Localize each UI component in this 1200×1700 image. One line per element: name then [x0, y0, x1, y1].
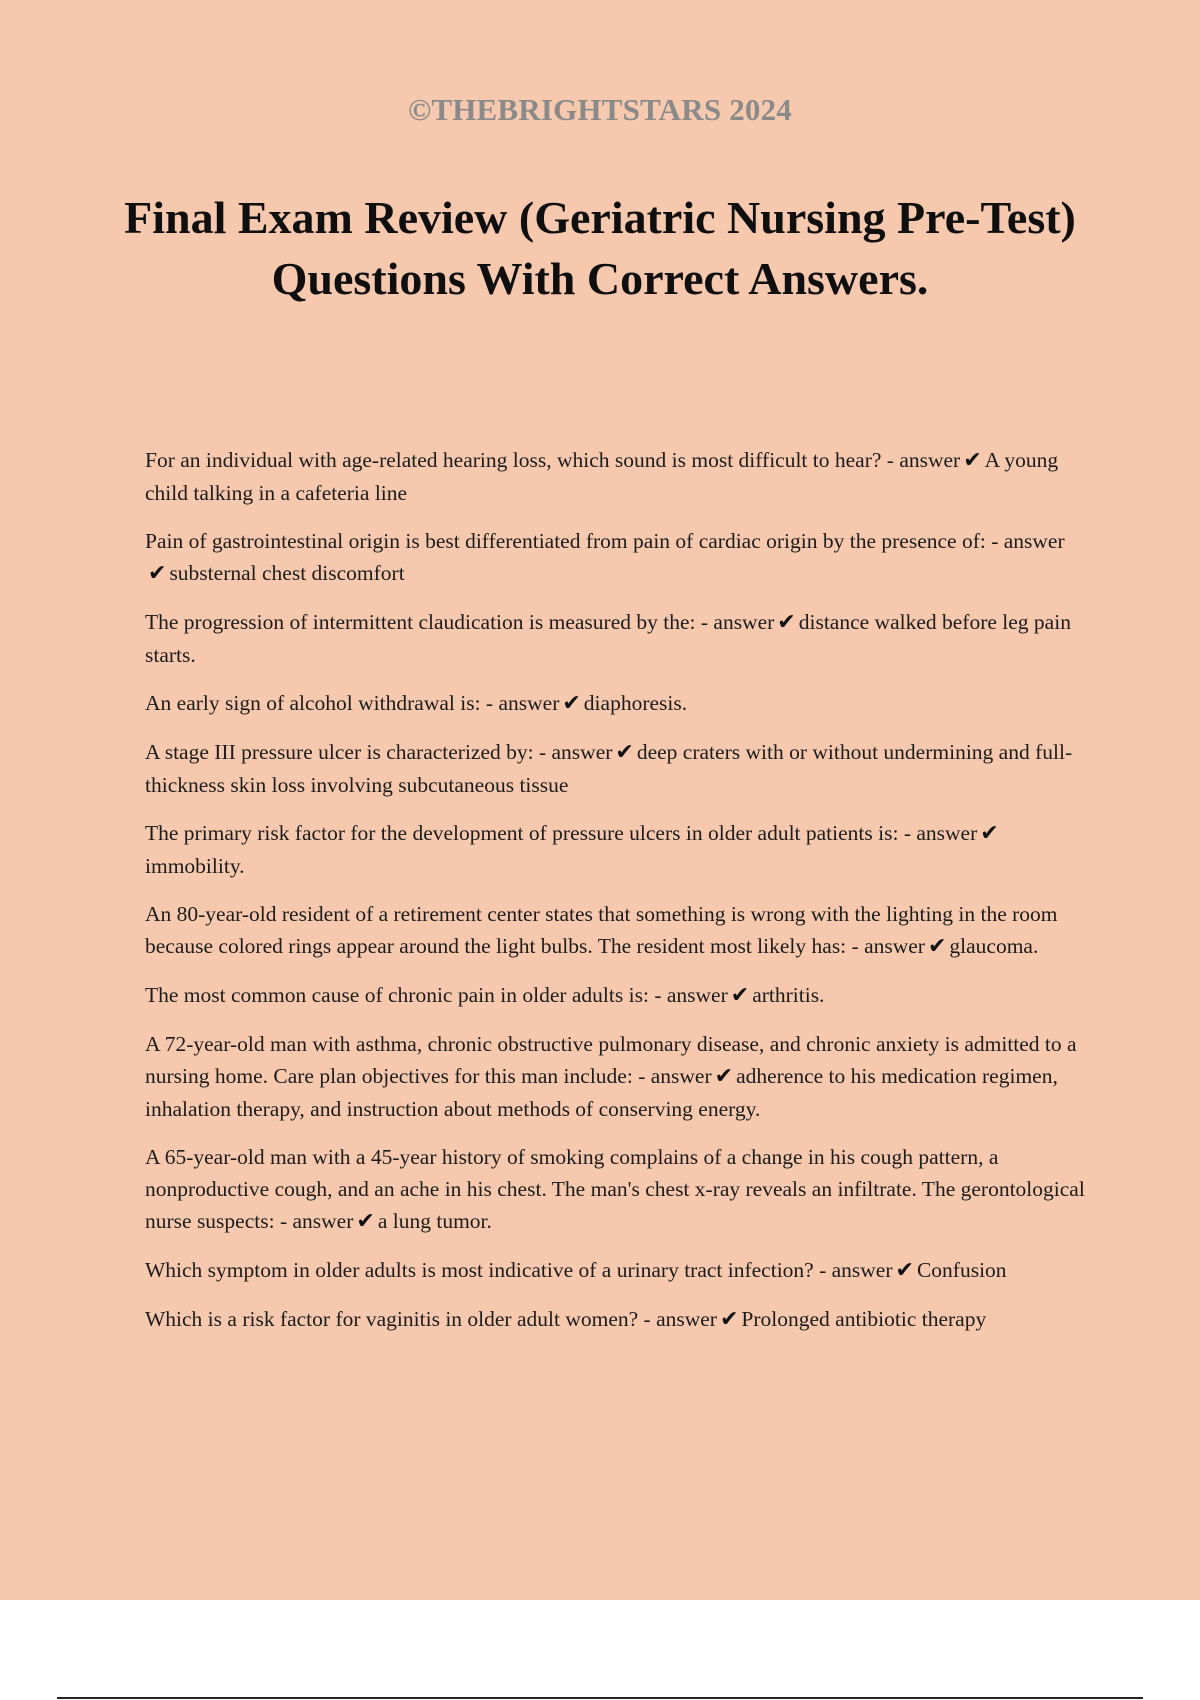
question-text: Pain of gastrointestinal origin is best differentiated from pain of cardiac origin by the presence of: - answer — [145, 529, 1065, 553]
qa-item — [145, 525, 1085, 590]
question-text: A 65-year-old man with a 45-year history of smoking complains of a change in his cough pattern, a nonproductive cough, and an ache in his chest. The man's chest x-ray reveals an infiltrate. The gerontological nurse suspects: - answer — [145, 1145, 1085, 1233]
answer-text: Confusion — [916, 1258, 1007, 1282]
question-text: An early sign of alcohol withdrawal is: - answer — [145, 691, 560, 715]
qa-item — [145, 817, 1085, 882]
qa-item — [145, 1141, 1085, 1238]
answer-text: diaphoresis. — [583, 691, 688, 715]
check-mark-icon: ✔ — [719, 1307, 739, 1332]
check-mark-icon: ✔ — [615, 740, 634, 765]
answer-text: arthritis. — [752, 983, 825, 1007]
question-text: The most common cause of chronic pain in older adults is: - answer — [145, 983, 728, 1007]
qa-item — [145, 606, 1085, 671]
check-mark-icon: ✔ — [777, 610, 796, 635]
answer-text: deep craters with or without undermining and full-thickness skin loss involving subcutaneous tissue — [145, 740, 1073, 797]
check-mark-icon: ✔ — [730, 983, 750, 1008]
check-mark-icon: ✔ — [562, 691, 581, 716]
qa-item — [145, 1028, 1085, 1125]
check-mark-icon: ✔ — [963, 448, 982, 473]
qa-item — [145, 1254, 1085, 1287]
qa-item — [145, 979, 1085, 1012]
answer-text: a lung tumor. — [377, 1209, 492, 1233]
qa-item — [145, 687, 1085, 720]
answer-text: immobility. — [145, 854, 245, 878]
document-title: Final Exam Review (Geriatric Nursing Pre-Test) Questions With Correct Answers. — [124, 192, 1076, 304]
question-text: Which is a risk factor for vaginitis in older adult women? - answer — [145, 1307, 717, 1331]
question-text: For an individual with age-related hearing loss, which sound is most difficult to hear? - answer — [145, 448, 961, 472]
qa-item — [145, 444, 1085, 509]
question-text: An 80-year-old resident of a retirement center states that something is wrong with the lighting in the room because colored rings appear around the light bulbs. The resident most likely has: - answer — [145, 902, 1058, 958]
check-mark-icon: ✔ — [980, 821, 999, 846]
check-mark-icon: ✔ — [714, 1064, 734, 1089]
answer-text: Prolonged antibiotic therapy — [741, 1307, 987, 1331]
qa-list — [145, 444, 1085, 1352]
question-text: A stage III pressure ulcer is characterized by: - answer — [145, 740, 613, 764]
qa-item — [145, 736, 1085, 801]
question-text: The progression of intermittent claudication is measured by the: - answer — [145, 610, 775, 634]
qa-item — [145, 898, 1085, 963]
copyright-header: ©THEBRIGHTSTARS 2024 — [407, 92, 793, 127]
answer-text: substernal chest discomfort — [169, 561, 405, 585]
answer-text: glaucoma. — [949, 934, 1039, 958]
answer-text: adherence to his medication regimen, inhalation therapy, and instruction about methods of conserving energy. — [145, 1064, 1058, 1121]
answer-text: distance walked before leg pain starts. — [145, 610, 1071, 667]
question-text: Which symptom in older adults is most indicative of a urinary tract infection? - answer — [145, 1258, 893, 1282]
check-mark-icon: ✔ — [356, 1209, 375, 1234]
page-divider — [57, 1697, 1143, 1699]
question-text: A 72-year-old man with asthma, chronic obstructive pulmonary disease, and chronic anxiety is admitted to a nursing home. Care plan objectives for this man include: - answer — [145, 1032, 1077, 1088]
question-text: The primary risk factor for the development of pressure ulcers in older adult patients is: - answer — [145, 821, 978, 845]
check-mark-icon: ✔ — [927, 934, 947, 959]
check-mark-icon: ✔ — [895, 1258, 914, 1283]
answer-text: A young child talking in a cafeteria line — [145, 448, 1059, 505]
qa-item — [145, 1303, 1085, 1336]
check-mark-icon: ✔ — [148, 561, 167, 586]
